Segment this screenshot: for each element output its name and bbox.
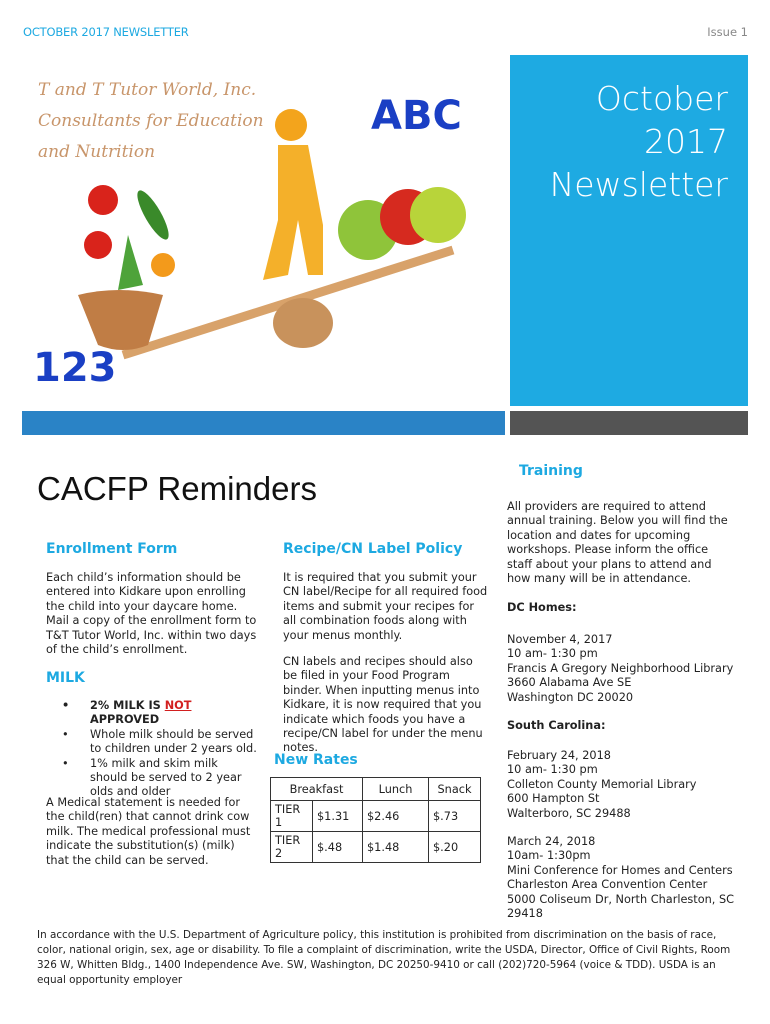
detail-line: 600 Hampton St	[507, 792, 600, 806]
milk-list	[46, 699, 258, 800]
accent-bar	[22, 411, 505, 435]
detail-line: Mini Conference for Homes and Centers	[507, 863, 733, 877]
tagline: Consultants for Education	[38, 111, 264, 131]
abc-letters: ABC	[371, 93, 462, 139]
rate-cell: $.20	[429, 832, 481, 863]
detail-line: Washington DC 20020	[507, 690, 634, 704]
section-heading: Training	[519, 463, 583, 479]
rate-cell: $.48	[313, 832, 363, 863]
issue-number: Issue 1	[707, 25, 748, 39]
column-header: Snack	[429, 778, 481, 801]
numbers-graphic: 123	[33, 345, 117, 391]
section-heading: MILK	[46, 670, 85, 686]
detail-line: Walterboro, SC 29488	[507, 806, 631, 820]
subheading: South Carolina:	[507, 719, 606, 732]
rate-cell: $2.46	[363, 801, 429, 832]
detail-line: 3660 Alabama Ave SE	[507, 676, 632, 690]
section-heading: Recipe/CN Label Policy	[283, 541, 463, 557]
table-header-row	[271, 778, 481, 801]
detail-line: November 4, 2017	[507, 633, 613, 646]
table-row	[271, 832, 481, 863]
sc-details	[507, 749, 737, 821]
detail-line: Charleston Area Convention Center	[507, 878, 708, 892]
tier-cell: TIER 1	[271, 801, 313, 832]
rate-cell: $1.31	[313, 801, 363, 832]
section-heading: Enrollment Form	[46, 541, 178, 557]
title-line: 2017	[644, 122, 728, 161]
newsletter-title-box	[510, 55, 748, 406]
enrollment-text: Each child’s information should be entered into Kidkare upon enrolling the child into your daycare home. Mail a copy of the enrollment form to T&T Tutor World, Inc. within two days of the child’s enrollment.	[46, 571, 257, 657]
running-header: OCTOBER 2017 NEWSLETTER	[23, 25, 189, 39]
recipe-text: It is required that you submit your CN label/Recipe for all required food items and submit your recipes for all combination foods along with your menus monthly.	[283, 571, 488, 642]
list-item: • Whole milk should be served to children under 2 years old.	[46, 728, 258, 757]
training-intro: All providers are required to attend annual training. Below you will find the location and dates for upcoming workshops. Please inform the office staff about your plans to attend and how many will be in attendance.	[507, 500, 728, 586]
detail-line: Francis A Gregory Neighborhood Library	[507, 661, 734, 675]
accent-bar	[510, 411, 748, 435]
tagline: and Nutrition	[38, 142, 156, 162]
list-item: • 2% MILK IS NOT APPROVED	[46, 699, 258, 728]
detail-line: 5000 Coliseum Dr, North Charleston, SC 29418	[507, 892, 735, 921]
detail-line: February 24, 2018	[507, 749, 611, 762]
column-header: Breakfast	[271, 778, 363, 801]
column-header: Lunch	[363, 778, 429, 801]
detail-line: 10 am- 1:30 pm	[507, 763, 598, 777]
medical-statement: A Medical statement is needed for the child(ren) that cannot drink cow milk. The medical professional must indicate the substitution(s) (milk) that the child can be served.	[46, 796, 251, 867]
section-heading: New Rates	[274, 752, 358, 768]
detail-line: 10 am- 1:30 pm	[507, 647, 598, 661]
hero-image	[23, 55, 505, 411]
title-line: Newsletter	[549, 165, 728, 204]
detail-line: 10am- 1:30pm	[507, 849, 591, 863]
dc-details	[507, 633, 737, 705]
list-item: • 1% milk and skim milk should be served to 2 year olds and older	[46, 757, 258, 800]
page-title: CACFP Reminders	[37, 470, 317, 507]
detail-line: March 24, 2018	[507, 835, 596, 848]
detail-line: Colleton County Memorial Library	[507, 777, 697, 791]
usda-disclaimer: In accordance with the U.S. Department of Agriculture policy, this institution is prohibited from discrimination on the basis of race, color, national origin, sex, age or disability. To file a complaint of discrimination, write the USDA, Director, Office of Civil Rights, Room 326 W, Whitten Bldg., 1400 Independence Ave. SW, Washington, DC 20250-9410 or call (202)720-5964 (voice & TDD). USDA is an equal opportunity employer	[37, 929, 731, 986]
company-name: T and T Tutor World, Inc.	[38, 80, 257, 100]
tier-cell: TIER 2	[271, 832, 313, 863]
title-line: October	[595, 79, 728, 118]
subheading: DC Homes:	[507, 601, 577, 614]
rate-cell: $.73	[429, 801, 481, 832]
recipe-text: CN labels and recipes should also be filed in your Food Program binder. When inputting menus into Kidkare, it is now required that you indicate which foods you have a recipe/CN label for under the menu notes.	[283, 655, 483, 755]
rates-table	[270, 777, 481, 863]
rate-cell: $1.48	[363, 832, 429, 863]
table-row	[271, 801, 481, 832]
sc-details	[507, 835, 737, 921]
